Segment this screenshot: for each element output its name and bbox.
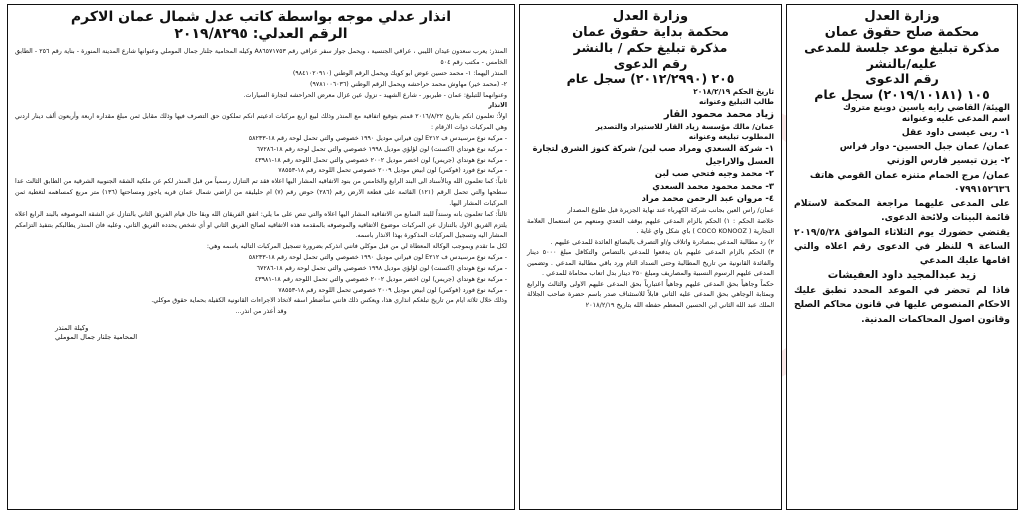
requester-label: طالب التبليغ وعنوانه <box>699 97 774 107</box>
notice-heading: الانذار <box>488 102 507 110</box>
vehicle-item: - مركبة نوع هونداي (اكسنت) لون لؤلؤي موديل ١٩٩٨ خصوصي والتي تحمل لوحة رقم ١٨-٦٧٢٨٦ <box>256 145 507 153</box>
judgment-summary: ٣) الحكم بالزام المدعى عليهم بان يدفعوا للمدعي بالتضامن والتكافل مبلغ ٥٠٠٠ دينار والفائدة القانونية من تاريخ المطالبة وحتى السداد التام ورد باقي مطالبة المدعي . وتضمين المدعى عليهم الرسوم النسبية والمصاريف ومبلغ ٢٥٠ دينار بدل اتعاب محاماة للمدعي . <box>527 248 774 278</box>
notice-type: مذكرة تبليغ حكم / بالنشر <box>573 40 728 56</box>
hearing-notice-column <box>786 4 1018 510</box>
requester-name: زياد محمد محمود القار <box>663 109 774 121</box>
notice-number: الرقم العدلي: ٢٠١٩/٨٢٩٥ <box>174 25 348 42</box>
vehicle-item: - مركبة نوع فورد (فوكس) لون ابيض موديل ٢٠٠٩ خصوصي تحمل اللوحة رقم ١٨-٧٨٥٥٣ <box>278 167 507 175</box>
case-label: رقم الدعوى <box>865 71 939 87</box>
notice-type: مذكرة تبليغ موعد جلسة للمدعى عليه/بالنشر <box>804 40 1000 71</box>
judgment-summary: خلاصة الحكم : ١) الحكم بالزام المدعى عليهم بوقف التعدي ومنعهم من استعمال العلامة التجارية ( COCO KONOOZ ) باي شكل واي غاية . <box>527 216 775 236</box>
case-number: ٢٠٥ (٢٠١٢/٢٩٩٠) سجل عام <box>566 71 735 87</box>
notice-paragraph: اولاً: تعلمون انكم بتاريخ ٢٠١٦/٨/٢٢ قمتم بتوقيع اتفاقية مع المنذر وذلك لبيع اربع مركبات ادعيتم انكم تملكون حق التصرف فيها وذلك مقابل ثمن مبلغ مقداره اربعة وأربعون ألف دينار اردني وهي المركبات ذوات الارقام : <box>15 113 507 132</box>
vehicle-item: - مركبة نوع مرسيدس ف E٢١٢ لون فيراني موديل ١٩٩٠ خصوصي والتي تحمل لوحة رقم ١٨-٥٨٢٣٣ <box>248 134 507 142</box>
judgment-summary: ٢) رد مطالبة المدعي بمصادرة واتلاف و/او التصرف بالبضائع العائدة للمدعى عليهم . <box>550 237 774 246</box>
hearing-closing: فاذا لم تحضر في الموعد المحدد تطبق عليك الاحكام المنصوص عليها في قانون محاكم الصلح وقانون اصول المحاكمات المدنية. <box>794 285 1010 325</box>
hearing-instruction: على المدعى عليهما مراجعة المحكمة لاستلام قائمة البينات ولائحة الدعوى. <box>794 198 1010 224</box>
defendant-address: عمان/ مرج الحمام متنزه عمان القومي هاتف ٠٧٩٩١٥٢٦٣٦ <box>809 169 1010 195</box>
judgment-body <box>527 205 774 310</box>
judgment-closing: حكماً وجاهياً بحق المدعى عليهم وجاهياً اعتبارياً بحق المدعى عليهم الاولى والثالث والرابع وبمثابة الوجاهي بحق المدعى عليه الثاني قابلاً للاستئناف صدر باسم حضرة صاحب الجلالة الملك عبد الله الثاني ابن الحسين المعظم حفظه الله بتاريخ ٢٠١٨/٢/١٩ <box>527 279 774 309</box>
court-name: محكمة صلح حقوق عمان <box>824 24 980 40</box>
ministry-heading: وزارة العدل <box>612 9 689 24</box>
ministry-heading: وزارة العدل <box>864 9 940 24</box>
respondents-label: المطلوب تبليغه وعنوانه <box>688 132 774 142</box>
court-authority: الهيئة/ القاضي رايه ياسين دوينع متروك <box>843 102 1010 113</box>
defendant-address: عمان/ عمان جبل الحسين- دوار فراس <box>839 141 1010 153</box>
respondent: ١- شركة السعدي ومراد صب لبن/ شركة كنوز الشرق لتجارة العسل والاراجيل <box>532 143 774 166</box>
notice-paragraph: المنذر اليهما: ١- محمد حسين عوض ابو كويك ويحمل الرقم الوطني (٩٨٤١٠٢٠٩١٠) <box>292 69 507 77</box>
notice-paragraph: ثالثاً: كما تعلمون بانه وسنداً للبند السابع من الاتفاقية المشار اليها اعلاه والتي تنص على ما يلي: اتفق الفريقان الله وبقا حال قيام الفريق الثاني بالتنازل عن الشقة الموصوفه بالبند الرابع اعلاه يلتزم الفريق الاول بالتنازل عن المركبات موضوع الاتفاقيه والموصوفه بالمقدمة هذه الاتفاقيه لصالح الفريق الثاني او أي شخص يحدده الفريق الثاني، وعليه فان المنذر يطالبكم بتنفيذ التزامكم المشار اليه وتسجيل المركبات المذكورة بهذا الانذار باسمه. <box>15 210 507 240</box>
requester-address: عمان/ مالك مؤسسة زياد القار للاستيراد والتصدير <box>595 122 774 132</box>
vehicle-item: - مركبة نوع فورد (فوكس) لون ابيض موديل ٢٠٠٩ خصوصي تحمل اللوحة رقم ١٨-٧٨٥٥٣ <box>278 286 507 294</box>
notice-paragraph: ٢- (محمد خير) مهاوش محمد حراحشه ويحمل الرقم الوطني (٩٧٨١٠٠٦٠٣٦) <box>310 80 507 88</box>
legal-notice-column <box>7 4 515 510</box>
respondent: ٣- محمد محمود محمد السعدي <box>652 180 774 191</box>
notice-paragraph: لكل ما تقدم وبموجب الوكالة المعطاة لي من قبل موكلي فانني انذركم بضرورة تسجيل المركبات التاليه باسمه وهي: <box>206 243 507 251</box>
case-number: ١٠٥ (٢٠١٩/١٠١٨١) سجل عام <box>814 87 990 103</box>
notice-paragraph: وعنوانهما للتبليغ: عمان - طبربور - شارع الشهيد - نزول عين غزال معرض الحراحشه لتجارة السيارات. <box>243 91 507 99</box>
judgment-date: تاريخ الحكم ٢٠١٨/٢/١٩ <box>693 87 774 97</box>
hearing-date: يقتضي حضورك يوم الثلاثاء الموافق ٢٠١٩/٥/٢٨ الساعة ٩ للنظر في الدعوى رقم اعلاه والتي اقامها عليك المدعي <box>794 226 1010 267</box>
case-label: رقم الدعوى <box>613 55 688 71</box>
plaintiff-name: زيد عبدالمجيد داود العفيشات <box>827 269 977 282</box>
court-name: محكمة بداية حقوق عمان <box>572 24 729 40</box>
notice-body <box>15 47 507 318</box>
defendant-label: اسم المدعى عليه وعنوانه <box>901 114 1010 125</box>
vehicle-item: - مركبة نوع هونداي (اكسنت) لون لؤلؤي موديل ١٩٩٨ خصوصي والتي تحمل لوحة رقم ١٨-٦٧٢٨٦ <box>256 264 507 272</box>
judgment-notice-column <box>519 4 782 510</box>
signature-block <box>55 324 507 342</box>
notice-closing: وقد أعذر من انذر... <box>235 308 287 316</box>
respondent: ٢- محمد وجيه فتحي صب لبن <box>654 168 774 179</box>
notice-paragraph: وذلك خلال ثلاثة ايام من تاريخ تبلغكم انذاري هذا، ويعكس ذلك فانني سأضطر اسفه لاتخاذ الاجراءات القانونية الكفيلة بحماية حقوق موكلي. <box>151 297 507 305</box>
defendant: ٢- يزن تيسير فارس الوزني <box>886 155 1010 167</box>
signature-name: المحامية جلنار جمال الموملي <box>55 333 138 342</box>
respondent: ٤- مروان عبد الرحمن محمد مراد <box>641 193 774 204</box>
respondent-address: عمان/ راس العين بجانب شركة الكهرباء عند نهاية الجزيرة قبل طلوع المصدار <box>567 206 774 215</box>
notice-paragraph: المنذر: يعرب سعدون غيدان الليبي ، عراقي الجنسية ، ويحمل جواز سفر عراقي رقم A٨٦٥٧١٧٥٣ وكيله المحامية جلنار جمال الموملي وعنوانها شارع المدينة المنورة - بناية رقم ٢٥٦ - الطابق الخامس - مكتب رقم ٥٠٤ <box>15 48 507 67</box>
vehicle-item: - مركبة نوع هونداي (جريس) لون اخضر موديل ٢٠٠٢ خصوصي والتي تحمل اللوحة رقم ١٨-٤٣٩٨١ <box>254 275 507 283</box>
notice-title: انذار عدلي موجه بواسطة كاتب عدل شمال عمان الاكرم <box>70 9 452 25</box>
vehicle-item: - مركبة نوع هونداي (جريس) لون اخضر موديل ٢٠٠٢ خصوصي والتي تحمل اللوحة رقم ١٨-٤٣٩٨١ <box>254 156 507 164</box>
vehicle-item: - مركبة نوع مرسيدس ف E٢١٢ لون فيراني موديل ١٩٩٠ خصوصي والتي تحمل لوحة رقم ١٨-٥٨٢٣٣ <box>248 254 507 262</box>
notice-paragraph: ثانياً: كما تعلمون الله وبالأسناد الى البند الرابع والخامس من بنود الاتفاقيه المشار اليها اعلاه فقد تم التنازل رسمياً من قبل المنذر لكم عن ملكية الشقة الجنوبية الشرقية من الطابق الثالث عدا سطحها والتي تحمل الرقم (١٢١) القائمة على قطعة الارض رقم (٢٨٦) حوض رقم (٧) ام حليليفة من اراضي شمال عمان قريه ياجوز ومساحتها (١٣٦) متر مربع كمساهمه لتغطية ثمن المركبات المشار اليها. <box>15 178 508 207</box>
signature-role: وكيلة المنذر <box>55 324 89 332</box>
defendant: ١- ربى عيسى داود عقل <box>901 126 1010 138</box>
